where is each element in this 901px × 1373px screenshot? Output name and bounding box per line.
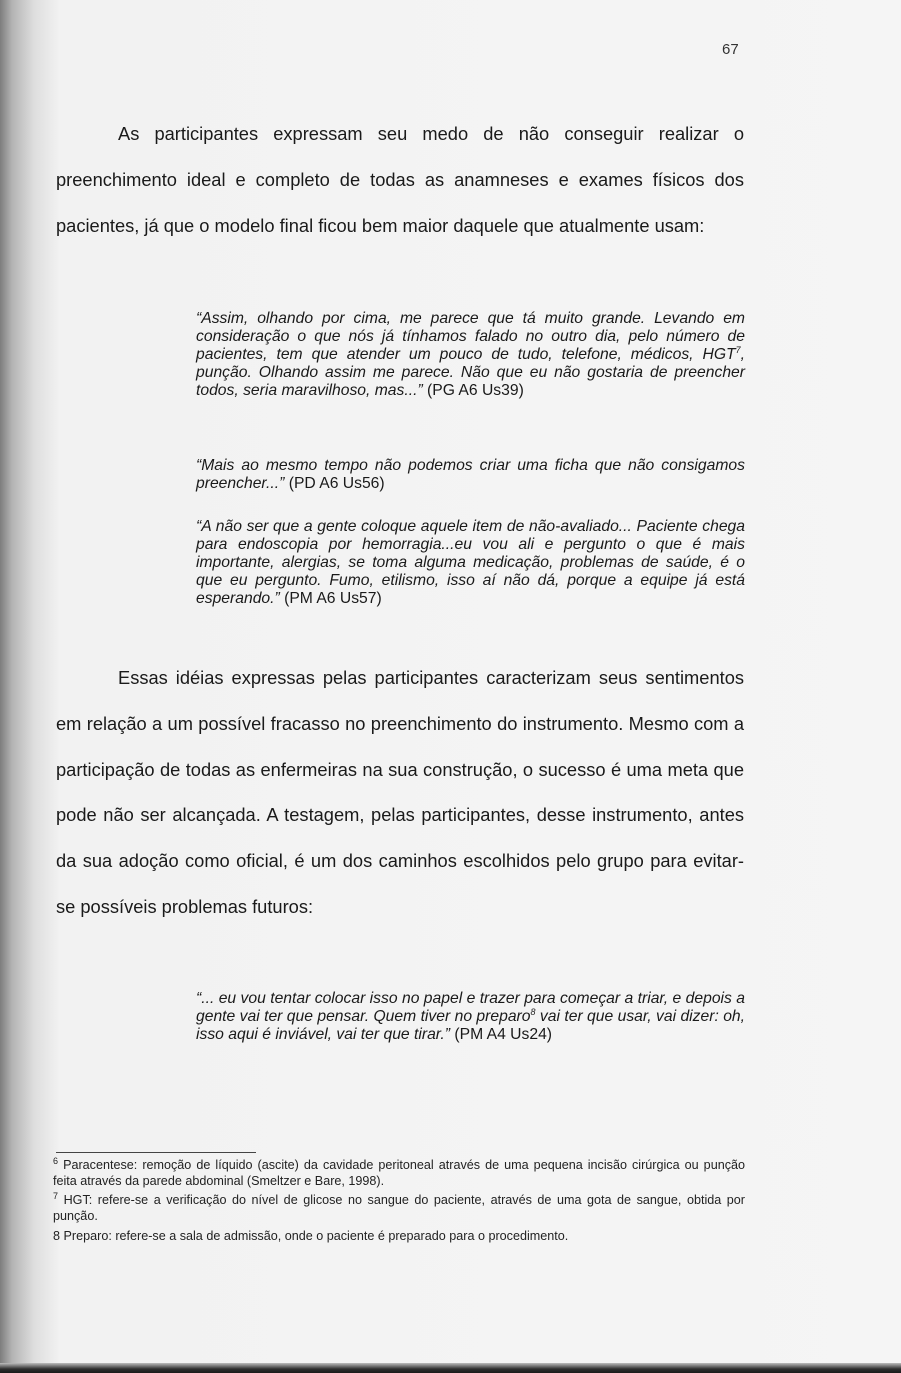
paragraph-text: Essas idéias expressas pelas participantes caracterizam seus sentimentos em relação a um possível fracasso no preenchimento do instrumento. Mesmo com a participação de todas as enfermeiras na sua construção, o sucesso é uma meta que pode não ser alcançada. A testagem, pelas participantes, desse instrumento, antes da sua adoção como oficial, é um dos caminhos escolhidos pelo grupo para evitar-se possíveis problemas futuros: — [56, 667, 744, 917]
block-quote — [196, 310, 745, 400]
quote-citation: (PG A6 Us39) — [427, 382, 524, 399]
quote-text: “Mais ao mesmo tempo não podemos criar uma ficha que não consigamos preencher...” — [196, 457, 745, 492]
quote-text-cont: , punção. Olhando assim me parece. Não que eu não gostaria de preencher todos, seria maravilhoso, mas...” — [196, 346, 745, 399]
footnote — [53, 1155, 746, 1189]
block-quote — [196, 990, 745, 1044]
footnote — [53, 1229, 745, 1245]
scan-bottom-edge — [0, 1363, 901, 1373]
body-paragraph — [56, 111, 744, 248]
footnote-separator — [56, 1152, 256, 1153]
footnote-number: 6 — [53, 1155, 59, 1166]
block-quote — [196, 518, 745, 608]
quote-citation: (PM A6 Us57) — [284, 590, 382, 607]
footnote-text: Preparo: refere-se a sala de admissão, onde o paciente é preparado para o procedimento. — [63, 1229, 569, 1243]
quote-text: “... eu vou tentar colocar isso no papel e trazer para começar a triar, e depois a gente vai ter que pensar. Quem tiver no preparo — [196, 990, 745, 1025]
quote-text: “Assim, olhando por cima, me parece que tá muito grande. Levando em consideração o que nós já tínhamos falado no outro dia, pelo número de pacientes, tem que atender um pouco de tudo, telefone, médicos, HGT — [196, 310, 745, 363]
body-paragraph — [56, 655, 744, 930]
footnote-number: 7 — [53, 1190, 59, 1201]
quote-text-cont: vai ter que usar, vai dizer: oh, isso aqui é inviável, vai ter que tirar.” — [196, 1008, 746, 1043]
footnote-ref: 7 — [735, 344, 741, 355]
quote-citation: (PD A6 Us56) — [288, 475, 385, 492]
quote-text: “A não ser que a gente coloque aquele item de não-avaliado... Paciente chega para endoscopia por hemorragia...eu vou ali e pergunto o que é mais importante, alergias, se toma alguma medicação, problemas de saúde, é o que eu pergunto. Fumo, etilismo, isso aí não dá, porque a equipe já está esperando.” — [196, 518, 745, 607]
footnote — [53, 1190, 745, 1224]
paragraph-text: As participantes expressam seu medo de não conseguir realizar o preenchimento ideal e completo de todas as anamneses e exames físicos dos pacientes, já que o modelo final ficou bem maior daquele que atualmente usam: — [56, 123, 744, 236]
footnote-number: 8 — [53, 1229, 61, 1243]
footnote-text: Paracentese: remoção de líquido (ascite) da cavidade peritoneal através de uma pequena incisão cirúrgica ou punção feita através da parede abdominal (Smeltzer e Bare, 1998). — [53, 1158, 746, 1188]
block-quote — [196, 457, 745, 493]
quote-citation: (PM A4 Us24) — [454, 1026, 553, 1043]
footnote-ref: 8 — [530, 1006, 536, 1017]
page-number: 67 — [722, 41, 739, 58]
footnote-text: HGT: refere-se a verificação do nível de glicose no sangue do paciente, através de uma gota de sangue, obtida por punção. — [53, 1193, 745, 1223]
